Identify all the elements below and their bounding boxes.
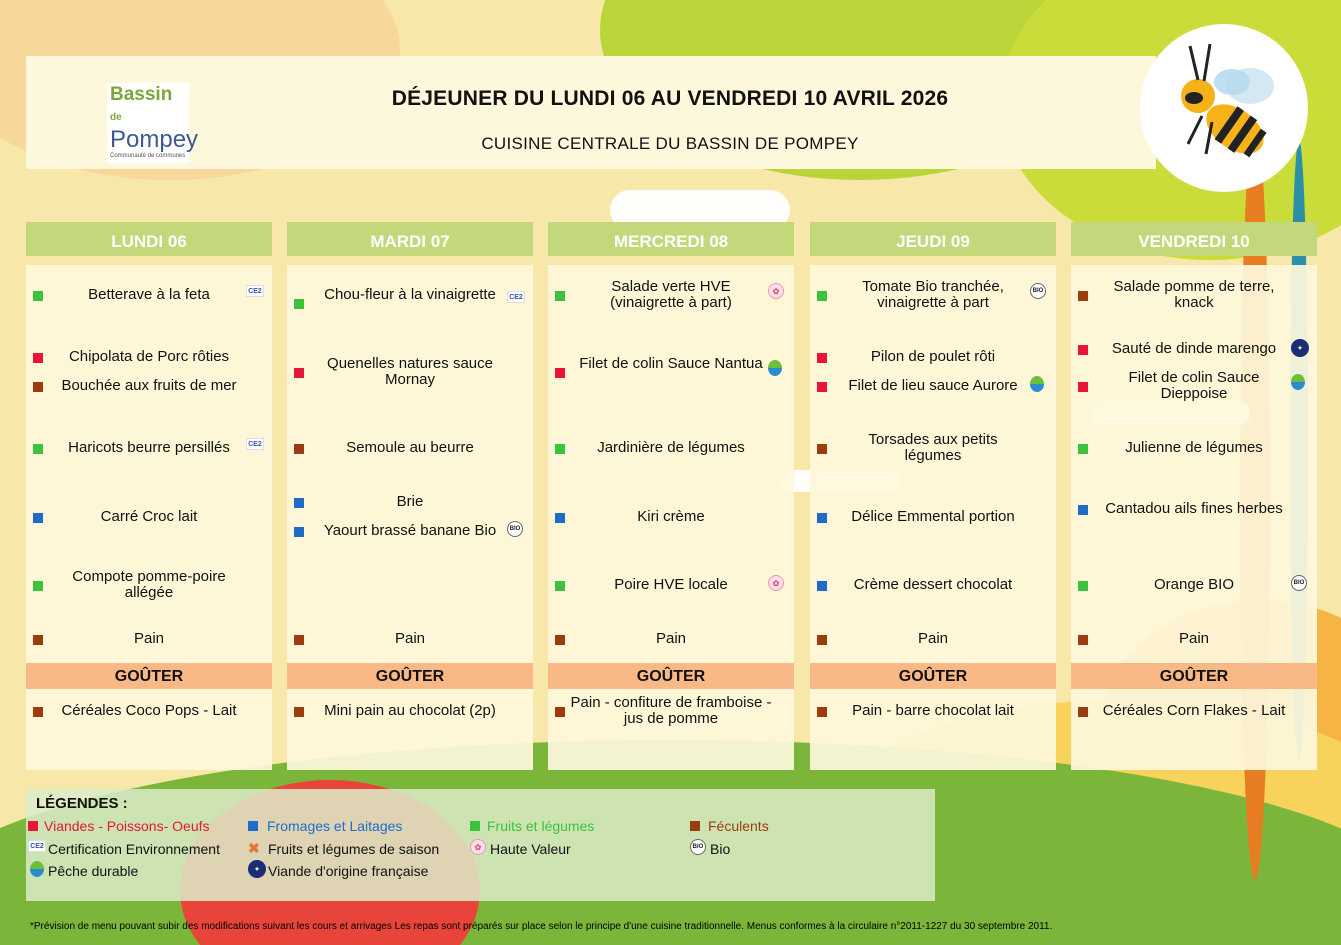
gouter-item: Céréales Coco Pops - Lait (61, 702, 237, 719)
legend-square-feculents (690, 821, 700, 831)
day-column (548, 222, 794, 770)
day-column (810, 222, 1056, 770)
gouter-header: GOÛTER (1071, 663, 1317, 689)
legend-square-viandes (28, 821, 38, 831)
bio-icon: BIO (1291, 575, 1307, 591)
dish-item: Torsades aux petits légumes (868, 431, 998, 464)
day-header: MERCREDI 08 (548, 222, 794, 256)
day-column (1071, 222, 1317, 770)
dish-item: Haricots beurre persillés (68, 439, 230, 456)
legend-panel (26, 789, 935, 901)
legend-bio: Bio (710, 841, 731, 857)
gouter-header: GOÛTER (287, 663, 533, 689)
bee-icon (1140, 24, 1308, 192)
ce2-icon: CE2 (28, 840, 46, 852)
dish-item: Brie (396, 493, 424, 510)
gouter-item: Pain - barre chocolat lait (852, 702, 1014, 719)
dish-item: Poire HVE locale (614, 576, 728, 593)
french-meat-icon: ✦ (248, 860, 266, 878)
legend-square-fruits (470, 821, 480, 831)
day-menu (287, 265, 533, 770)
dish-item: Filet de colin Sauce Nantua (579, 355, 763, 372)
dish-item: Quenelles natures sauce Mornay (327, 355, 493, 388)
hve-icon: ✿ (768, 283, 784, 299)
gouter-item: Pain - confiture de framboise - jus de pomme (570, 694, 772, 727)
gouter-header: GOÛTER (26, 663, 272, 689)
legend-title: LÉGENDES : (36, 795, 128, 812)
bassin-de-pompey-logo: Bassin de Pompey Communauté de communes (107, 83, 189, 163)
day-column (287, 222, 533, 770)
french-meat-icon: ✦ (1291, 339, 1309, 357)
day-menu (810, 265, 1056, 770)
day-menu (1071, 265, 1317, 770)
gouter-header: GOÛTER (548, 663, 794, 689)
legend-square-fromages (248, 821, 258, 831)
leaf-icon: ✖ (248, 840, 260, 856)
legend-peche: Pêche durable (48, 863, 139, 879)
legend-hve: Haute Valeur (490, 841, 571, 857)
fish-icon (1291, 374, 1305, 390)
day-column (26, 222, 272, 770)
legend-viandes: Viandes - Poissons- Oeufs (44, 818, 210, 834)
gouter-header: GOÛTER (810, 663, 1056, 689)
dish-item: Tomate Bio tranchée, vinaigrette à part (862, 278, 1004, 311)
dish-item: Sauté de dinde marengo (1111, 340, 1277, 357)
dish-item: Yaourt brassé banane Bio (323, 522, 497, 539)
day-header: VENDREDI 10 (1071, 222, 1317, 256)
day-header: MARDI 07 (287, 222, 533, 256)
legend-fromages: Fromages et Laitages (267, 818, 403, 834)
dish-item: Pain (917, 630, 949, 647)
day-header: LUNDI 06 (26, 222, 272, 256)
dish-item: Carré Croc lait (100, 508, 198, 525)
dish-item: Semoule au beurre (346, 439, 474, 456)
hve-icon: ✿ (768, 575, 784, 591)
fish-icon (30, 861, 44, 877)
gouter-item: Mini pain au chocolat (2p) (324, 702, 496, 719)
dish-item: Salade pomme de terre, knack (1113, 278, 1275, 311)
page-subtitle: CUISINE CENTRALE DU BASSIN DE POMPEY (481, 134, 859, 153)
bio-icon: BIO (1030, 283, 1046, 299)
dish-item: Filet de colin Sauce Dieppoise (1128, 369, 1260, 402)
dish-item: Orange BIO (1153, 576, 1235, 593)
dish-item: Bouchée aux fruits de mer (61, 377, 237, 394)
dish-item: Compote pomme-poire allégée (72, 568, 226, 601)
hve-icon: ✿ (470, 839, 486, 855)
legend-saison: Fruits et légumes de saison (268, 841, 440, 857)
fish-icon (768, 360, 782, 376)
dish-item: Chipolata de Porc rôties (68, 348, 230, 365)
dish-item: Pilon de poulet rôti (870, 348, 996, 365)
ce2-icon: CE2 (507, 291, 525, 303)
dish-item: Crème dessert chocolat (853, 576, 1013, 593)
bee-illustration (1140, 24, 1308, 192)
dish-item: Filet de lieu sauce Aurore (848, 377, 1018, 394)
dish-item: Pain (133, 630, 165, 647)
gouter-item: Céréales Corn Flakes - Lait (1102, 702, 1286, 719)
legend-ce2: Certification Environnement (48, 841, 220, 857)
dish-item: Pain (394, 630, 426, 647)
dish-item: Pain (1178, 630, 1210, 647)
dish-item: Kiri crème (637, 508, 705, 525)
dish-item: Délice Emmental portion (851, 508, 1015, 525)
day-header: JEUDI 09 (810, 222, 1056, 256)
page-title: DÉJEUNER DU LUNDI 06 AU VENDREDI 10 AVRIL 2026 (391, 87, 949, 110)
footnote: *Prévision de menu pouvant subir des modifications suivant les cours et arrivages Les repas sont préparés sur place selon le principe d'une cuisine traditionnelle. Menus conformes à la circulaire n°2011-1227 du 30 septembre 2011. (30, 921, 1053, 932)
dish-item: Pain (655, 630, 687, 647)
bio-icon: BIO (690, 839, 706, 855)
dish-item: Julienne de légumes (1125, 439, 1263, 456)
bio-icon: BIO (507, 521, 523, 537)
dish-item: Betterave à la feta (88, 286, 210, 303)
ce2-icon: CE2 (246, 285, 264, 297)
dish-item: Cantadou ails fines herbes (1105, 500, 1283, 517)
fish-icon (1030, 376, 1044, 392)
legend-fruits: Fruits et légumes (487, 818, 595, 834)
legend-feculents: Féculents (708, 818, 769, 834)
legend-vof: Viande d'origine française (268, 863, 429, 879)
day-menu (26, 265, 272, 770)
dish-item: Chou-fleur à la vinaigrette (324, 286, 496, 303)
ce2-icon: CE2 (246, 438, 264, 450)
dish-item: Jardinière de légumes (597, 439, 745, 456)
dish-item: Salade verte HVE (vinaigrette à part) (610, 278, 732, 311)
